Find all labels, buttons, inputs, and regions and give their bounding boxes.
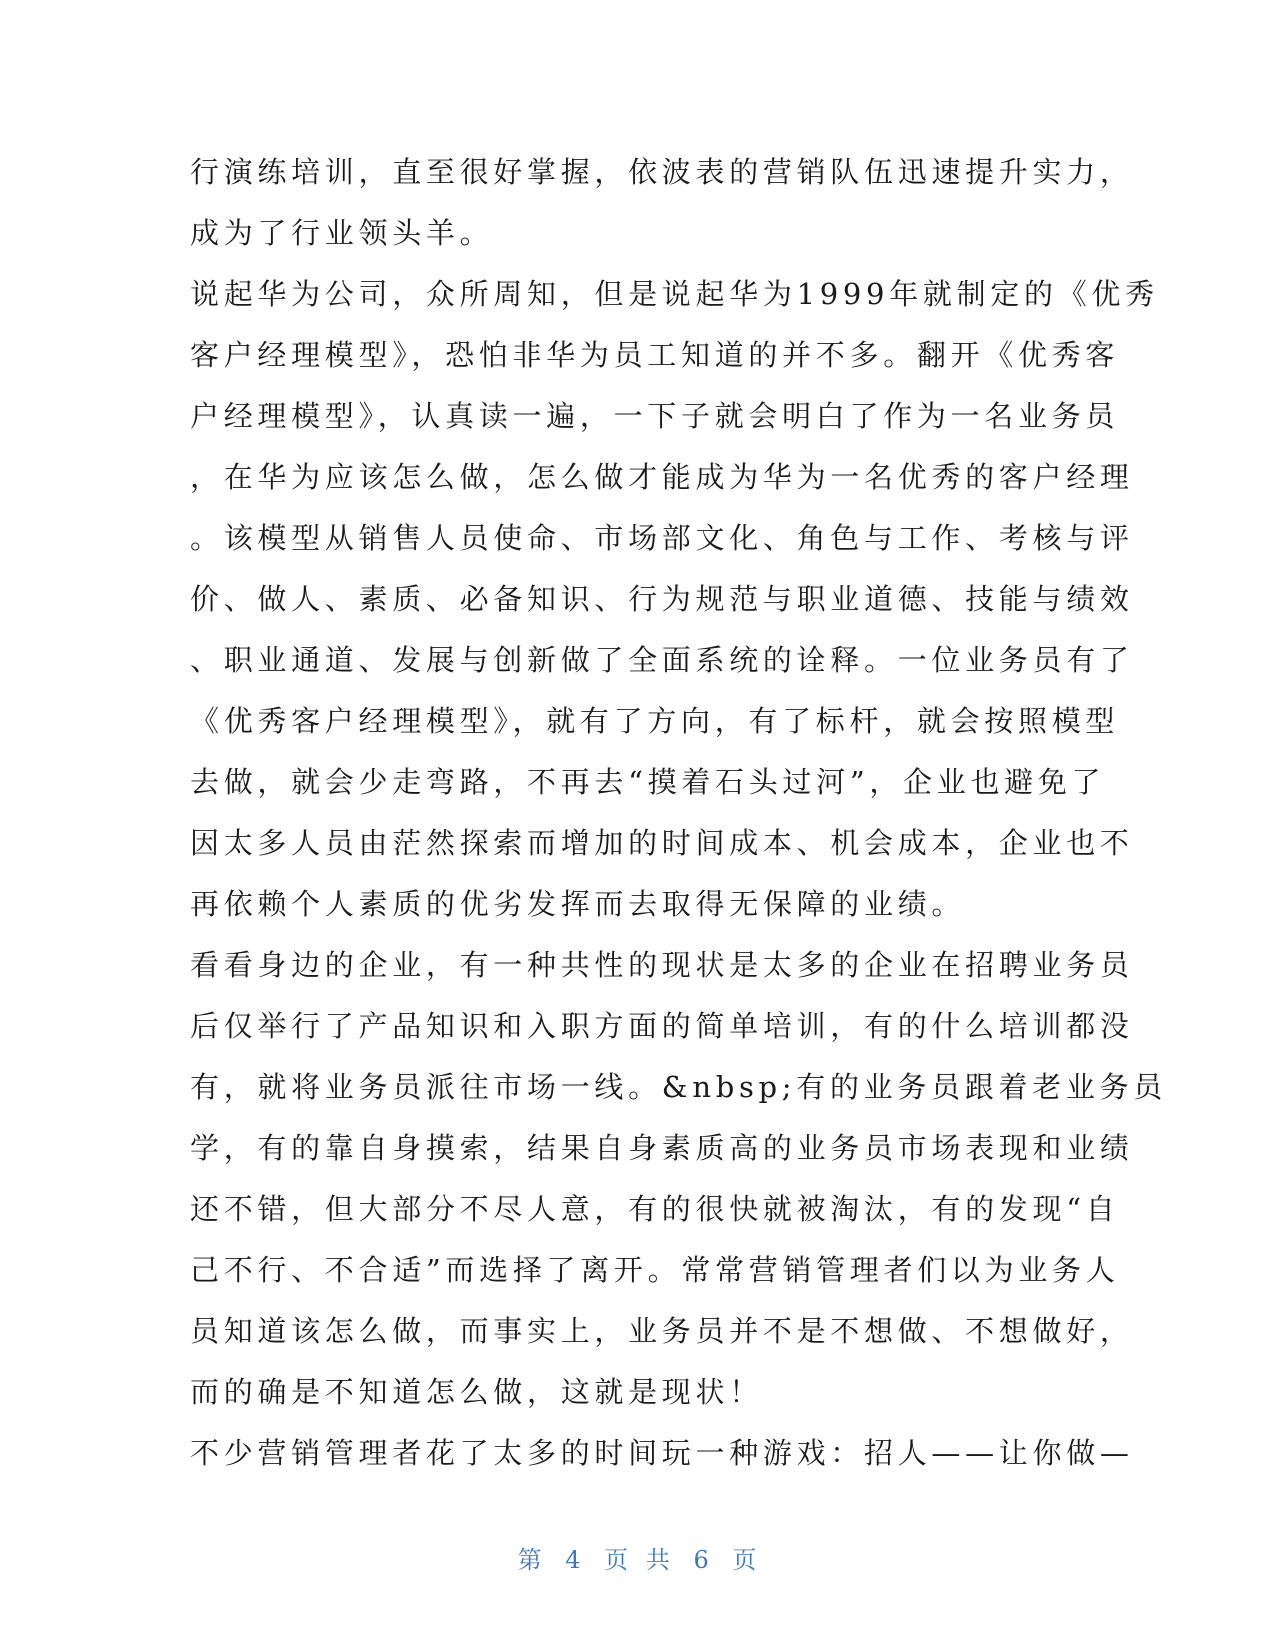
text-line: 看看身边的企业，有一种共性的现状是太多的企业在招聘业务员: [190, 948, 1134, 982]
text-line: 户经理模型》，认真读一遍，一下子就会明白了作为一名业务员: [190, 399, 1120, 433]
text-line: ，在华为应该怎么做，怎么做才能成为华为一名优秀的客户经理: [190, 460, 1134, 494]
text-line: 成为了行业领头羊。: [190, 216, 494, 250]
text-line: 。该模型从销售人员使命、市场部文化、角色与工作、考核与评: [190, 521, 1134, 555]
document-body: [190, 142, 1167, 1484]
text-line: 《优秀客户经理模型》，就有了方向，有了标杆，就会按照模型: [190, 704, 1120, 738]
text-line: 价、做人、素质、必备知识、行为规范与职业道德、技能与绩效: [190, 582, 1134, 616]
text-line: 后仅举行了产品知识和入职方面的简单培训，有的什么培训都没: [190, 1009, 1134, 1043]
text-line: 再依赖个人素质的优劣发挥而去取得无保障的业绩。: [190, 887, 966, 921]
text-line: 行演练培训，直至很好掌握，依波表的营销队伍迅速提升实力，: [190, 155, 1134, 189]
text-line: 还不错，但大部分不尽人意，有的很快就被淘汰，有的发现“自: [190, 1192, 1120, 1226]
text-line: 、职业通道、发展与创新做了全面系统的诠释。一位业务员有了: [190, 643, 1134, 677]
text-line: 学，有的靠自身摸索，结果自身素质高的业务员市场表现和业绩: [190, 1131, 1134, 1165]
text-line: 说起华为公司，众所周知，但是说起华为1999年就制定的《优秀: [190, 277, 1159, 311]
text-line: 而的确是不知道怎么做，这就是现状！: [190, 1375, 763, 1409]
text-line: 去做，就会少走弯路，不再去“摸着石头过河”，企业也避免了: [190, 765, 1106, 799]
footer-total-word: 共: [645, 1546, 671, 1574]
footer-page-word: 页: [604, 1546, 630, 1574]
total-page-number: 6: [693, 1546, 710, 1574]
footer-prefix: 第: [517, 1546, 543, 1574]
text-line: 有，就将业务员派往市场一线。&nbsp;有的业务员跟着老业务员: [190, 1070, 1167, 1104]
text-line: 因太多人员由茫然探索而增加的时间成本、机会成本，企业也不: [190, 826, 1134, 860]
current-page-number: 4: [565, 1546, 582, 1574]
text-line: 员知道该怎么做，而事实上，业务员并不是不想做、不想做好，: [190, 1314, 1134, 1348]
text-line: 客户经理模型》，恐怕非华为员工知道的并不多。翻开《优秀客: [190, 338, 1120, 372]
page-footer: [0, 1540, 1275, 1575]
footer-suffix: 页: [732, 1546, 758, 1574]
text-line: 己不行、不合适”而选择了离开。常常营销管理者们以为业务人: [190, 1253, 1120, 1287]
text-line: 不少营销管理者花了太多的时间玩一种游戏：招人——让你做—: [190, 1436, 1134, 1470]
